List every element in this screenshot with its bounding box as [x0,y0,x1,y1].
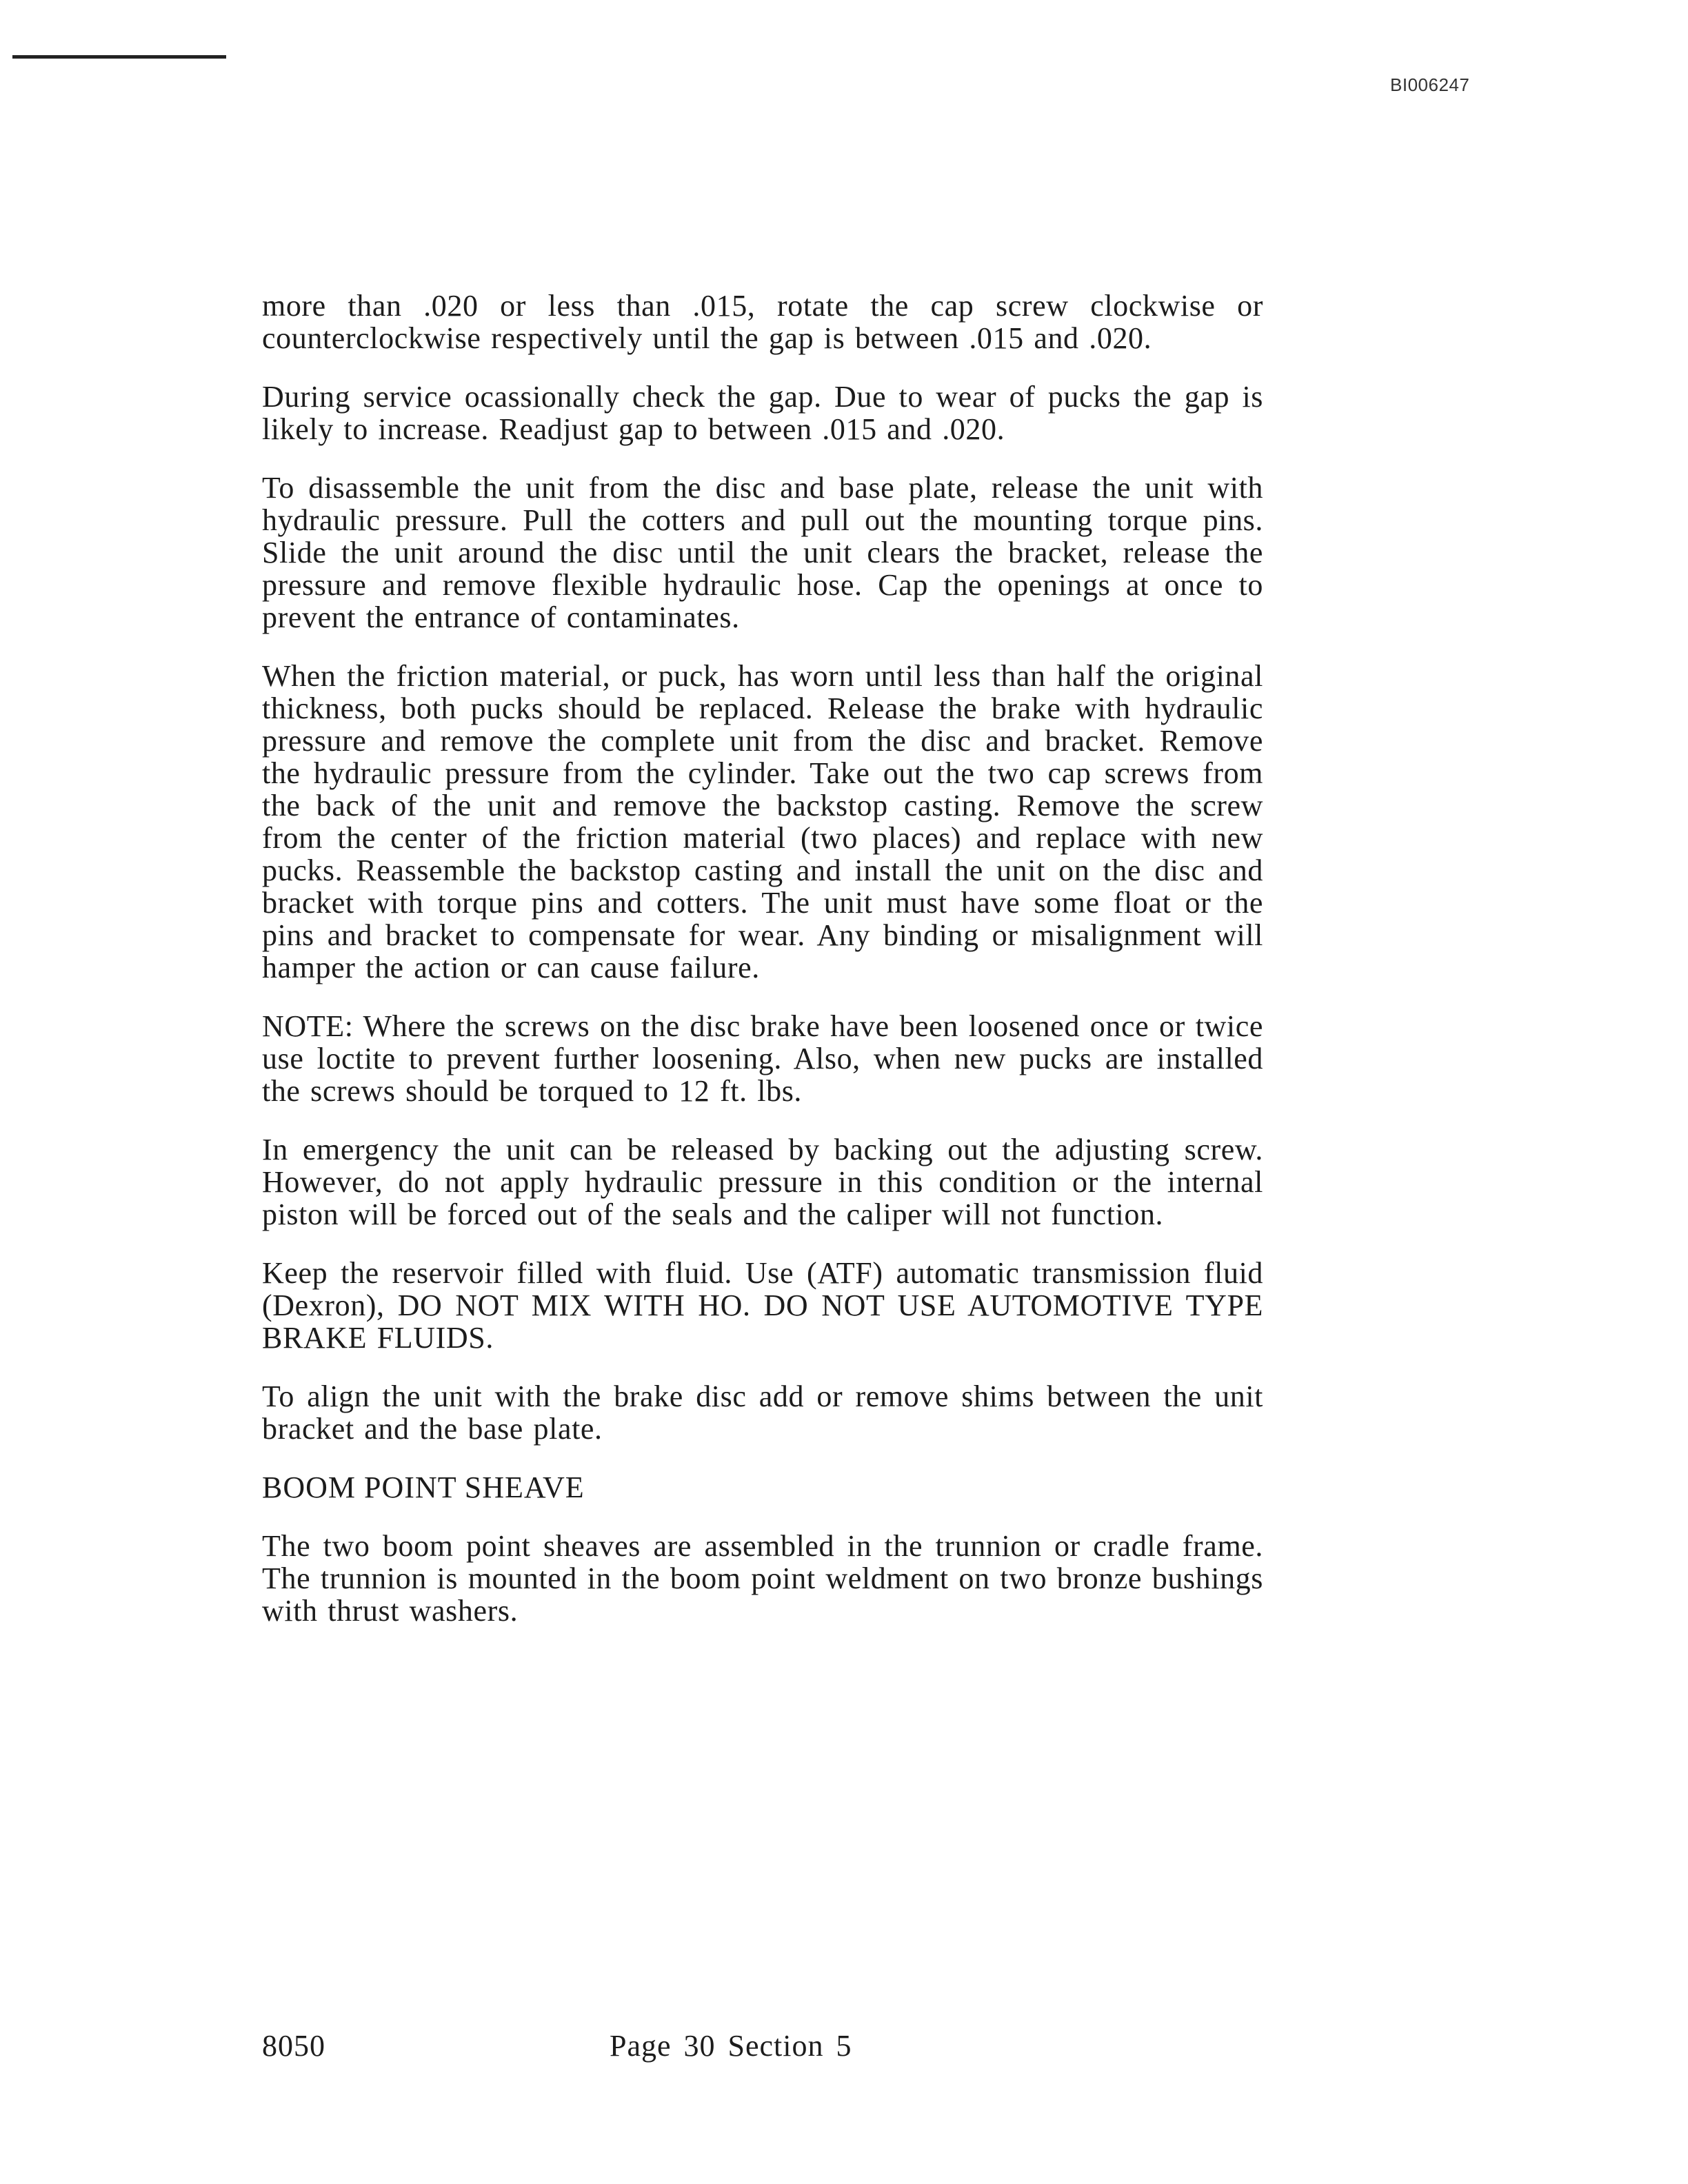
paragraph-reservoir-fluid: Keep the reservoir filled with fluid. Use (ATF) automatic transmission fluid (Dexron), DO NOT MIX WITH HO. DO NOT USE AUTOMOTIVE TYPE BRAKE FLUIDS. [262,1256,1263,1355]
paragraph-service-check: During service ocassionally check the gap. Due to wear of pucks the gap is likely to increase. Readjust gap to between .015 and .020. [262,380,1263,446]
paragraph-boom-point-sheave: The two boom point sheaves are assembled in the trunnion or cradle frame. The trunnion is mounted in the boom point weldment on two bronze bushings with thrust washers. [262,1529,1263,1628]
footer-page-section: Page 30 Section 5 [610,2029,852,2063]
page-body [262,290,1263,1653]
paragraph-disassemble: To disassemble the unit from the disc and base plate, release the unit with hydraulic pressure. Pull the cotters and pull out the mounting torque pins. Slide the unit around the disc until the unit clears the bracket, release the pressure and remove flexible hydraulic hose. Cap the openings at once to prevent the entrance of contaminates. [262,471,1263,634]
section-heading: BOOM POINT SHEAVE [262,1470,585,1504]
paragraph-puck-replacement: When the friction material, or puck, has worn until less than half the original thickness, both pucks should be replaced. Release the brake with hydraulic pressure and remove the complete unit from the disc and bracket. Remove the hydraulic pressure from the cylinder. Take out the two cap screws from the back of the unit and remove the backstop casting. Remove the screw from the center of the friction material (two places) and replace with new pucks. Reassemble the backstop casting and install the unit on the disc and bracket with torque pins and cotters. The unit must have some float or the pins and bracket to compensate for wear. Any binding or misalignment will hamper the action or can cause failure. [262,659,1263,984]
scan-edge-rule [12,55,226,59]
paragraph-note-loctite: NOTE: Where the screws on the disc brake have been loosened once or twice use loctite to prevent further loosening. Also, when new pucks are installed the screws should be torqued to 12 ft. lbs. [262,1009,1263,1108]
footer-model-number: 8050 [262,2029,325,2063]
paragraph-align-unit: To align the unit with the brake disc add or remove shims between the unit bracket and the base plate. [262,1379,1263,1446]
paragraph-emergency-release: In emergency the unit can be released by backing out the adjusting screw. However, do not apply hydraulic pressure in this condition or the internal piston will be forced out of the seals and the caliper will not function. [262,1133,1263,1231]
paragraph-gap-adjust: more than .020 or less than .015, rotate the cap screw clockwise or counterclockwise respectively until the gap is between .015 and .020. [262,289,1263,355]
document-id: BI006247 [1390,74,1470,95]
